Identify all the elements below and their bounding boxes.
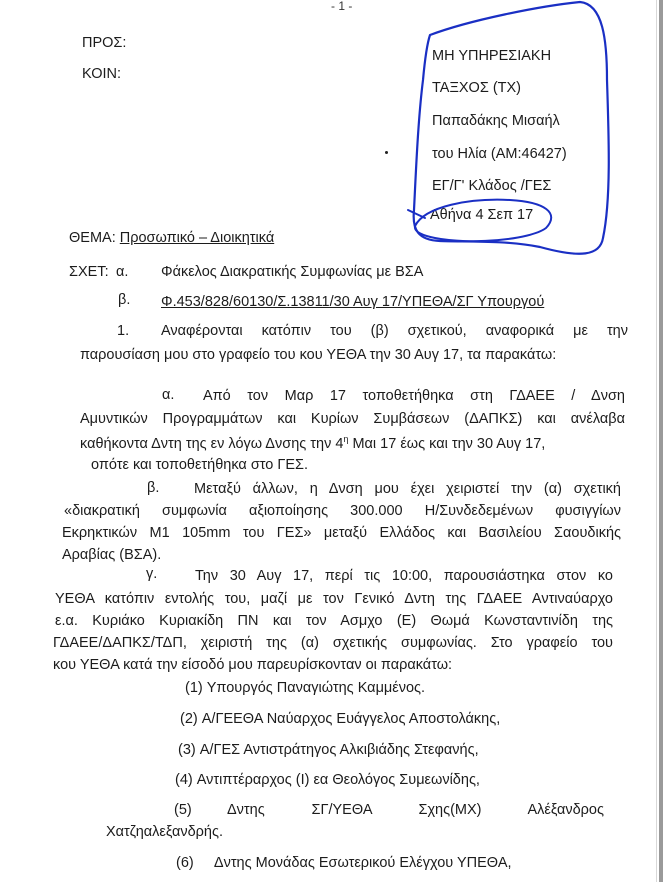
subject-label: ΘΕΜΑ:	[69, 230, 116, 246]
subparagraph-text: κου ΥΕΘΑ κατά την είσοδό μου παρευρίσκονταν οι παρακάτω:	[53, 657, 453, 673]
list-item-continuation: Χατζηαλεξανδρής.	[106, 824, 224, 840]
list-item: (2) Α/ΓΕΕΘΑ Ναύαρχος Ευάγγελος Αποστολάκης,	[180, 711, 501, 727]
subparagraph-marker: β.	[147, 480, 160, 496]
paragraph-text: παρουσίαση μου στο γραφείο του κου ΥΕΘΑ την 30 Αυγ 17, τα παρακάτω:	[80, 347, 557, 363]
subparagraph-marker: γ.	[146, 566, 158, 582]
reference-marker: β.	[118, 292, 131, 308]
ink-dot	[385, 151, 388, 154]
subparagraph-text: Την 30 Αυγ 17, περί τις 10:00, παρουσιάστηκα στον κο	[195, 568, 613, 584]
sender-line: Παπαδάκης Μισαήλ	[432, 113, 560, 129]
reference-a-text: Φάκελος Διακρατικής Συμφωνίας με ΒΣΑ	[161, 264, 424, 280]
subject-value: Προσωπικό – Διοικητικά	[119, 230, 275, 246]
sender-line: ΕΓ/Γ' Κλάδος /ΓΕΣ	[432, 178, 552, 194]
sender-date: Αθήνα 4 Σεπ 17	[430, 207, 534, 223]
sender-line: ΤΑΞΧΟΣ (ΤΧ)	[432, 80, 522, 96]
sender-line: ΜΗ ΥΠΗΡΕΣΙΑΚΗ	[432, 48, 552, 64]
subparagraph-text: καθήκοντα Δντη της εν λόγω Δνσης την $4^\eta$ Μαι 17 έως και την 30 Αυγ 17,	[80, 434, 546, 452]
subparagraph-text: ε.α. Κυριάκο Κυριακίδη ΠΝ και τον Ασμχο (Ε) Θωμά Κωνσταντινίδη της	[55, 613, 613, 629]
reference-marker: α.	[116, 264, 129, 280]
subparagraph-text: «διακρατική συμφωνία αξιοποίησης 300.000 Η/Συνδεδεμένων φυσιγγίων	[64, 503, 621, 519]
subject-line	[69, 230, 274, 246]
subparagraph-text: Αραβίας (ΒΣΑ).	[62, 547, 162, 563]
list-item: (5) Δντης ΣΓ/ΥΕΘΑ Σχης(ΜΧ) Αλέξανδρος	[174, 802, 604, 818]
subparagraph-text: Εκρηκτικών Μ1 105mm του ΓΕΣ» μεταξύ Ελλάδος και Βασιλείου Σαουδικής	[62, 525, 621, 541]
sender-line: του Ηλία (ΑΜ:46427)	[432, 146, 567, 162]
subparagraph-text: ΓΔΑΕΕ/ΔΑΠΚΣ/ΤΔΠ, χειριστή της (α) σχετικής συμφωνίας. Στο γραφείο του	[53, 635, 613, 651]
to-label: ΠΡΟΣ:	[82, 35, 127, 51]
list-item: (4) Αντιπτέραρχος (Ι) εα Θεολόγος Συμεωνίδης,	[175, 772, 480, 788]
cc-label: ΚΟΙΝ:	[82, 66, 122, 82]
paragraph-text: Αναφέρονται κατόπιν του (β) σχετικού, αναφορικά με την	[161, 323, 628, 339]
reference-b-text: Φ.453/828/60130/Σ.13811/30 Αυγ 17/ΥΠΕΘΑ/ΣΓ Υπουργού	[161, 294, 545, 310]
subparagraph-marker: α.	[162, 387, 175, 403]
list-item: (1) Υπουργός Παναγιώτης Καμμένος.	[185, 680, 426, 696]
references-label: ΣΧΕΤ:	[69, 264, 109, 280]
list-item: (6) Δντης Μονάδας Εσωτερικού Ελέγχου ΥΠΕΘΑ,	[176, 855, 512, 871]
subparagraph-text: Μεταξύ άλλων, η Δνση μου έχει χειριστεί την (α) σχετική	[194, 481, 621, 497]
subparagraph-text: Από τον Μαρ 17 τοποθετήθηκα στη ΓΔΑΕΕ / Δνση	[203, 388, 625, 404]
list-item: (3) Α/ΓΕΣ Αντιστράτηγος Αλκιβιάδης Στεφανής,	[178, 742, 479, 758]
page-number: - 1 -	[331, 0, 353, 13]
subparagraph-text: ΥΕΘΑ κατόπιν εντολής του, μαζί με τον Γενικό Δντη της ΓΔΑΕΕ Αντιναύαρχο	[55, 591, 613, 607]
subparagraph-text: Αμυντικών Προγραμμάτων και Κυρίων Συμβάσεων (ΔΑΠΚΣ) και ανέλαβα	[80, 411, 625, 427]
paragraph-number: 1.	[117, 323, 130, 339]
subparagraph-text: οπότε και τοποθετήθηκα στο ΓΕΣ.	[91, 457, 309, 473]
